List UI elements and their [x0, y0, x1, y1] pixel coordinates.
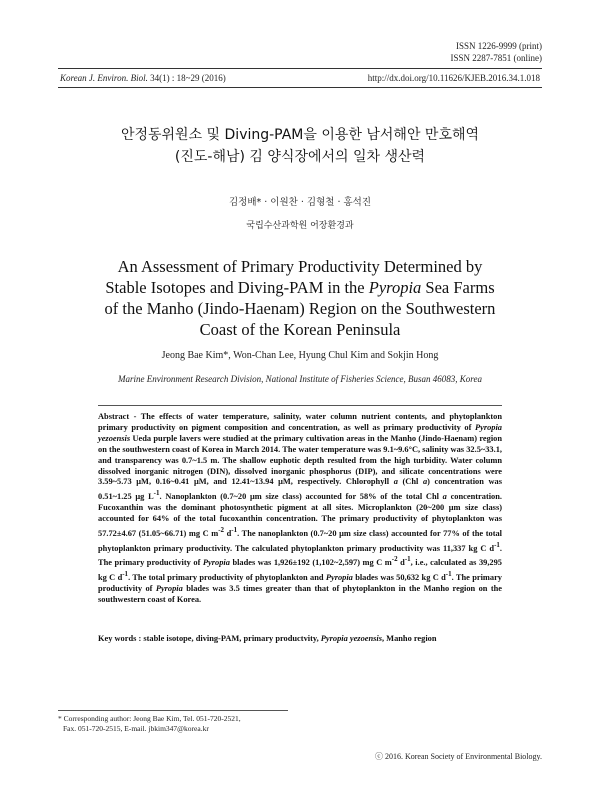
abstract-text: blades was 1,926±192 (1,102~2,597) mg C m: [229, 558, 392, 568]
journal-citation: [60, 69, 226, 87]
abstract-text: Ueda purple lavers were studied at the primary cultivation areas in the Manho (Jindo-Haenam) region on the southwestern coast of Korea in March 2014. The water temperature was 9.1~9.6°C, salinity was 32.5~33.1, and transparency was 0.7~1.5 m. The shallow euphotic depth resulted from the high turbidity. Water column dissolved inorganic nitrogen (DIN), dissolved inorganic phosphorus (DIP), and silicate concentrations were 3.59~5.73 μM, 0.16~0.41 μM, and 12.41~13.94 μM, respectively. Chlorophyll: [98, 433, 502, 487]
english-title: [60, 256, 540, 340]
abstract-text: . The primary productivity of: [98, 572, 502, 593]
abstract-text: . The nanoplankton (0.7~20 μm size class) accounted for 77% of the total phytoplankton primary productivity. The calculated phytoplankton primary productivity was 11,337 kg C d: [98, 528, 502, 553]
issn-block: [451, 40, 543, 64]
title-italic: Pyropia: [368, 278, 422, 297]
abstract-text: , i.e., calculated as 39,295 kg C d: [98, 558, 502, 582]
superscript: -1: [153, 489, 160, 498]
korean-title-line2: (진도-해남) 김 양식장에서의 일차 생산력: [174, 149, 426, 165]
abstract-text: d: [224, 528, 232, 538]
italic-term: a: [393, 477, 398, 487]
species-name: Pyropia: [155, 583, 183, 593]
species-name: Pyropia: [325, 572, 353, 582]
superscript: -1: [122, 569, 129, 578]
journal-name: Korean J. Environ. Biol.: [60, 73, 148, 83]
superscript: -1: [231, 525, 238, 534]
superscript: -2: [391, 555, 398, 564]
footnote-line2: Fax. 051-720-2515, E-mail. jbkim347@korea.kr: [63, 724, 209, 733]
abstract-text: . The total primary productivity of phytoplankton and: [128, 572, 326, 582]
copyright: ⓒ 2016. Korean Society of Environmental Biology.: [374, 752, 542, 761]
species-name: Pyropia yezoensis: [98, 422, 502, 443]
english-title-line3: of the Manho (Jindo-Haenam) Region on the Southwestern: [104, 299, 496, 318]
journal-header-bar: [58, 68, 542, 88]
abstract-text: concentration. Fucoxanthin was the dominant photosynthetic pigment at all sites. Microplankton (20~200 μm size class) accounted for 64% of the total fucoxanthin concentration. The primary productivity of phytoplankton was 57.72±4.67 (51.05~66.71) mg C m: [98, 492, 502, 538]
korean-title: [0, 124, 600, 168]
english-title-line1: An Assessment of Primary Productivity Determined by: [117, 257, 483, 276]
italic-term: a: [422, 477, 428, 487]
english-affiliation: Marine Environment Research Division, National Institute of Fisheries Science, Busan 46083, Korea: [118, 374, 482, 384]
volume-pages: 34(1) : 18~29 (2016): [147, 73, 226, 83]
footnote: [58, 714, 241, 734]
keywords: [98, 633, 502, 644]
italic-term: a: [442, 492, 447, 502]
footnote-line1: * Corresponding author: Jeong Bae Kim, Tel. 051-720-2521,: [58, 714, 241, 723]
abstract-label: Abstract: [98, 412, 130, 421]
english-authors: Jeong Bae Kim*, Won-Chan Lee, Hyung Chul Kim and Sokjin Hong: [161, 350, 439, 361]
superscript: -1: [404, 555, 411, 564]
abstract-text: blades was 3.5 times greater than that of phytoplankton in the Manho region on the southwestern coast of Korea.: [98, 583, 502, 604]
abstract: [98, 405, 502, 605]
english-title-line2: [60, 277, 540, 298]
english-title-line4: Coast of the Korean Peninsula: [199, 320, 401, 339]
abstract-text: d: [397, 558, 405, 568]
abstract-text: (Chl: [397, 477, 423, 487]
superscript: -2: [218, 525, 225, 534]
issn-online: ISSN 2287-7851 (online): [450, 53, 542, 63]
doi-link[interactable]: http://dx.doi.org/10.11626/KJEB.2016.34.1.018: [367, 73, 540, 83]
title-text: Sea Farms: [421, 278, 495, 297]
abstract-text: . Nanoplankton (0.7~20 μm size class) accounted for 58% of the total Chl: [159, 492, 443, 502]
issn-print: ISSN 1226-9999 (print): [456, 41, 542, 51]
korean-title-line1: 안정동위원소 및 Diving-PAM을 이용한 남서해안 만호해역: [120, 127, 480, 143]
korean-authors: 김정배* · 이원찬 · 김형철 · 홍석진: [228, 197, 372, 208]
abstract-text: ) concentration was 0.51~1.25 μg L: [98, 477, 502, 502]
abstract-text: - The effects of water temperature, salinity, water column nutrient contents, and phytoplankton primary productivity on pigment composition and concentration, as well as primary productivity of: [98, 412, 502, 432]
footnote-divider: [58, 710, 288, 711]
superscript: -1: [445, 569, 452, 578]
superscript: -1: [494, 540, 500, 549]
abstract-text: blades was 50,632 kg C d: [352, 572, 446, 582]
species-name: Pyropia: [202, 558, 230, 568]
abstract-text: . The primary productivity of: [98, 543, 502, 568]
keywords-text: , Manho region: [381, 634, 437, 643]
species-name: Pyropia yezoensis: [320, 634, 382, 643]
keywords-text: Key words : stable isotope, diving-PAM, primary productvity,: [98, 634, 321, 643]
title-text: Stable Isotopes and Diving-PAM in the: [105, 278, 369, 297]
korean-affiliation: 국립수산과학원 어장환경과: [246, 221, 354, 231]
